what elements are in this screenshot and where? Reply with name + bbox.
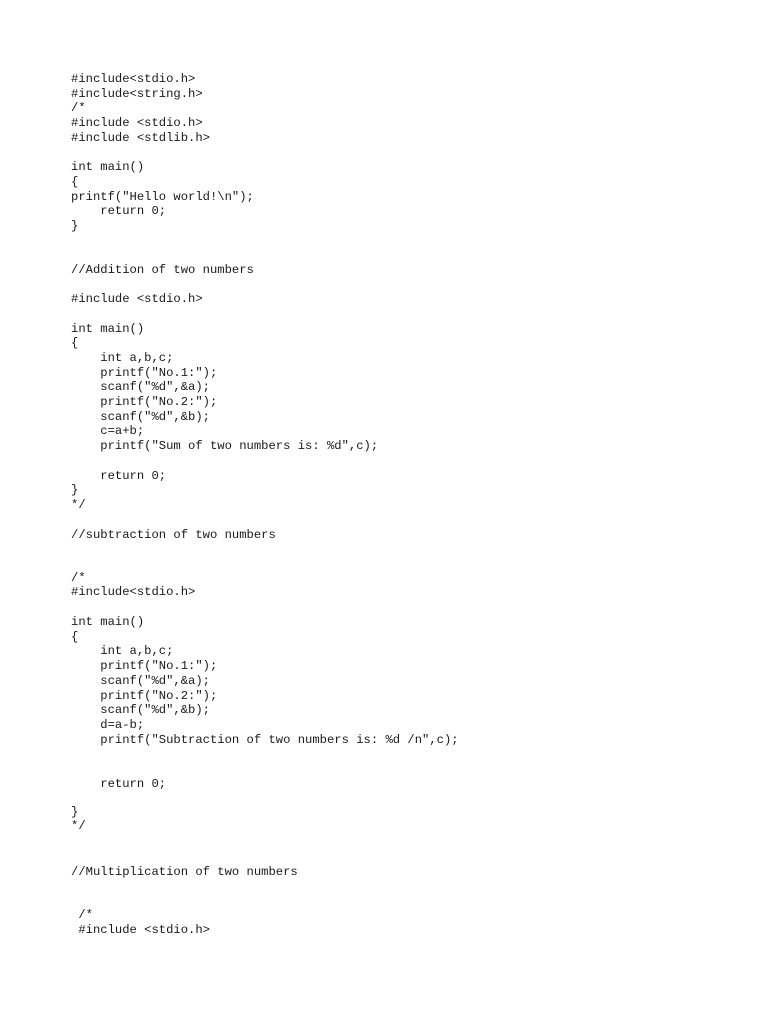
code-line: scanf("%d",&a); [71,673,210,688]
code-line: printf("Subtraction of two numbers is: %d /n",c); [71,732,459,747]
code-line: scanf("%d",&b); [71,703,210,718]
code-line: } [71,219,79,233]
code-line: } [71,483,79,498]
code-line: int main() [71,321,145,336]
code-line: int main() [71,160,145,175]
code-line: #include <stdio.h> [71,292,203,306]
code-line: printf("No.1:"); [71,365,218,380]
code-line: } [71,805,79,819]
code-line: return 0; [71,468,167,483]
code-line: scanf("%d",&b); [71,409,210,424]
code-line: printf("Hello world!\n"); [71,189,254,204]
code-line: #include<stdio.h> [71,585,196,600]
code-line: */ [71,819,86,833]
code-line: /* [71,570,86,585]
code-line: printf("Sum of two numbers is: %d",c); [71,439,379,454]
code-line: #include<stdio.h> [71,72,196,86]
code-line: #include<string.h> [71,86,203,101]
code-line: d=a-b; [71,717,145,732]
code-line: { [71,629,79,644]
code-line: int a,b,c; [71,350,174,365]
code-line: printf("No.2:"); [71,395,218,409]
code-line: scanf("%d",&a); [71,380,210,395]
code-line: //Multiplication of two numbers [71,864,298,879]
code-line: return 0; [71,204,167,219]
code-line: printf("No.1:"); [71,659,218,674]
code-line: //subtraction of two numbers [71,527,276,542]
code-line: #include <stdio.h> [71,116,203,131]
code-line: //Addition of two numbers [71,262,254,277]
code-line: /* [71,908,93,922]
code-line: #include <stdlib.h> [71,130,210,145]
code-line: /* [71,101,86,116]
code-line: int a,b,c; [71,644,174,659]
code-line: { [71,336,79,351]
code-line: { [71,174,79,189]
code-line: return 0; [71,776,167,791]
code-line: */ [71,497,86,512]
code-line: int main() [71,615,145,629]
code-line: #include <stdio.h> [71,923,210,937]
code-line: c=a+b; [71,424,145,439]
code-line: printf("No.2:"); [71,688,218,703]
